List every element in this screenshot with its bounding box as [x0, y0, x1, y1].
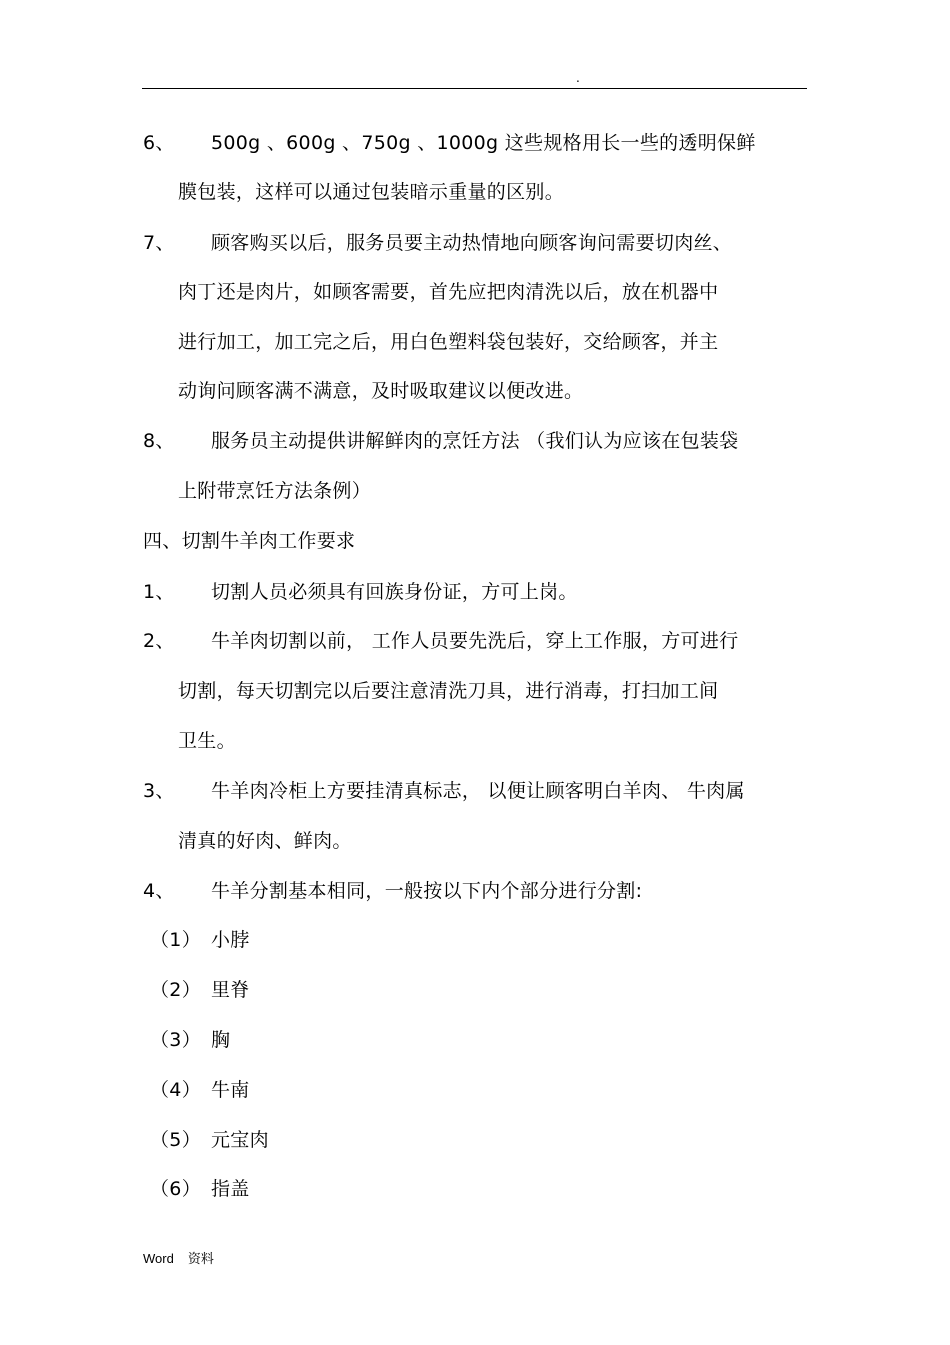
sub-3-line-2: 清真的好肉、鲜肉。 — [178, 830, 352, 852]
item-8-number: 8、 — [143, 430, 175, 452]
sub-4-line-1: 牛羊分割基本相同，一般按以下内个部分进行分割: — [211, 880, 643, 902]
item-7-line-1: 顾客购买以后，服务员要主动热情地向顾客询问需要切肉丝、 — [211, 232, 733, 254]
part-4-name: 牛南 — [211, 1079, 250, 1101]
item-6-line-1: 500g 、600g 、750g 、1000g 这些规格用长一些的透明保鲜 — [211, 132, 756, 154]
sub-4-number: 4、 — [143, 880, 175, 902]
item-7-line-3: 进行加工，加工完之后，用白色塑料袋包装好，交给顾客，并主 — [178, 331, 719, 353]
sub-2-line-3: 卫生。 — [178, 730, 236, 752]
footer-label: 资料 — [187, 1251, 214, 1266]
part-1-name: 小脖 — [211, 929, 250, 951]
sub-1-line-1: 切割人员必须具有回族身份证，方可上岗。 — [211, 581, 578, 603]
part-1-number: （1） — [150, 929, 201, 951]
part-6-name: 指盖 — [211, 1178, 250, 1200]
sub-3-line-1: 牛羊肉冷柜上方要挂清真标志， 以便让顾客明白羊肉、 牛肉属 — [211, 780, 745, 802]
header-mark: . — [576, 71, 580, 85]
section-4-heading: 四、切割牛羊肉工作要求 — [143, 530, 356, 552]
item-7-number: 7、 — [143, 232, 175, 254]
part-3-number: （3） — [150, 1029, 201, 1051]
item-7-line-4: 动询问顾客满不满意，及时吸取建议以便改进。 — [178, 380, 584, 402]
sub-2-line-2: 切割，每天切割完以后要注意清洗刀具，进行消毒，打扫加工间 — [178, 680, 719, 702]
header-rule — [142, 88, 807, 89]
item-6-number: 6、 — [143, 132, 175, 154]
footer-word: Word — [143, 1251, 174, 1266]
part-5-name: 元宝肉 — [211, 1129, 269, 1151]
sub-2-line-1: 牛羊肉切割以前， 工作人员要先洗后，穿上工作服，方可进行 — [211, 630, 739, 652]
part-2-name: 里脊 — [211, 979, 250, 1001]
sub-3-number: 3、 — [143, 780, 175, 802]
part-5-number: （5） — [150, 1129, 201, 1151]
item-8-line-2: 上附带烹饪方法条例） — [178, 480, 372, 502]
sub-2-number: 2、 — [143, 630, 175, 652]
sub-1-number: 1、 — [143, 581, 175, 603]
item-8-line-1: 服务员主动提供讲解鲜肉的烹饪方法 （我们认为应该在包装袋 — [211, 430, 739, 452]
part-3-name: 胸 — [211, 1029, 231, 1051]
item-7-line-2: 肉丁还是肉片，如顾客需要，首先应把肉清洗以后，放在机器中 — [178, 281, 719, 303]
part-2-number: （2） — [150, 979, 201, 1001]
page-footer — [143, 1251, 228, 1267]
item-6-line-2: 膜包装，这样可以通过包装暗示重量的区别。 — [178, 181, 565, 203]
part-6-number: （6） — [150, 1178, 201, 1200]
part-4-number: （4） — [150, 1079, 201, 1101]
